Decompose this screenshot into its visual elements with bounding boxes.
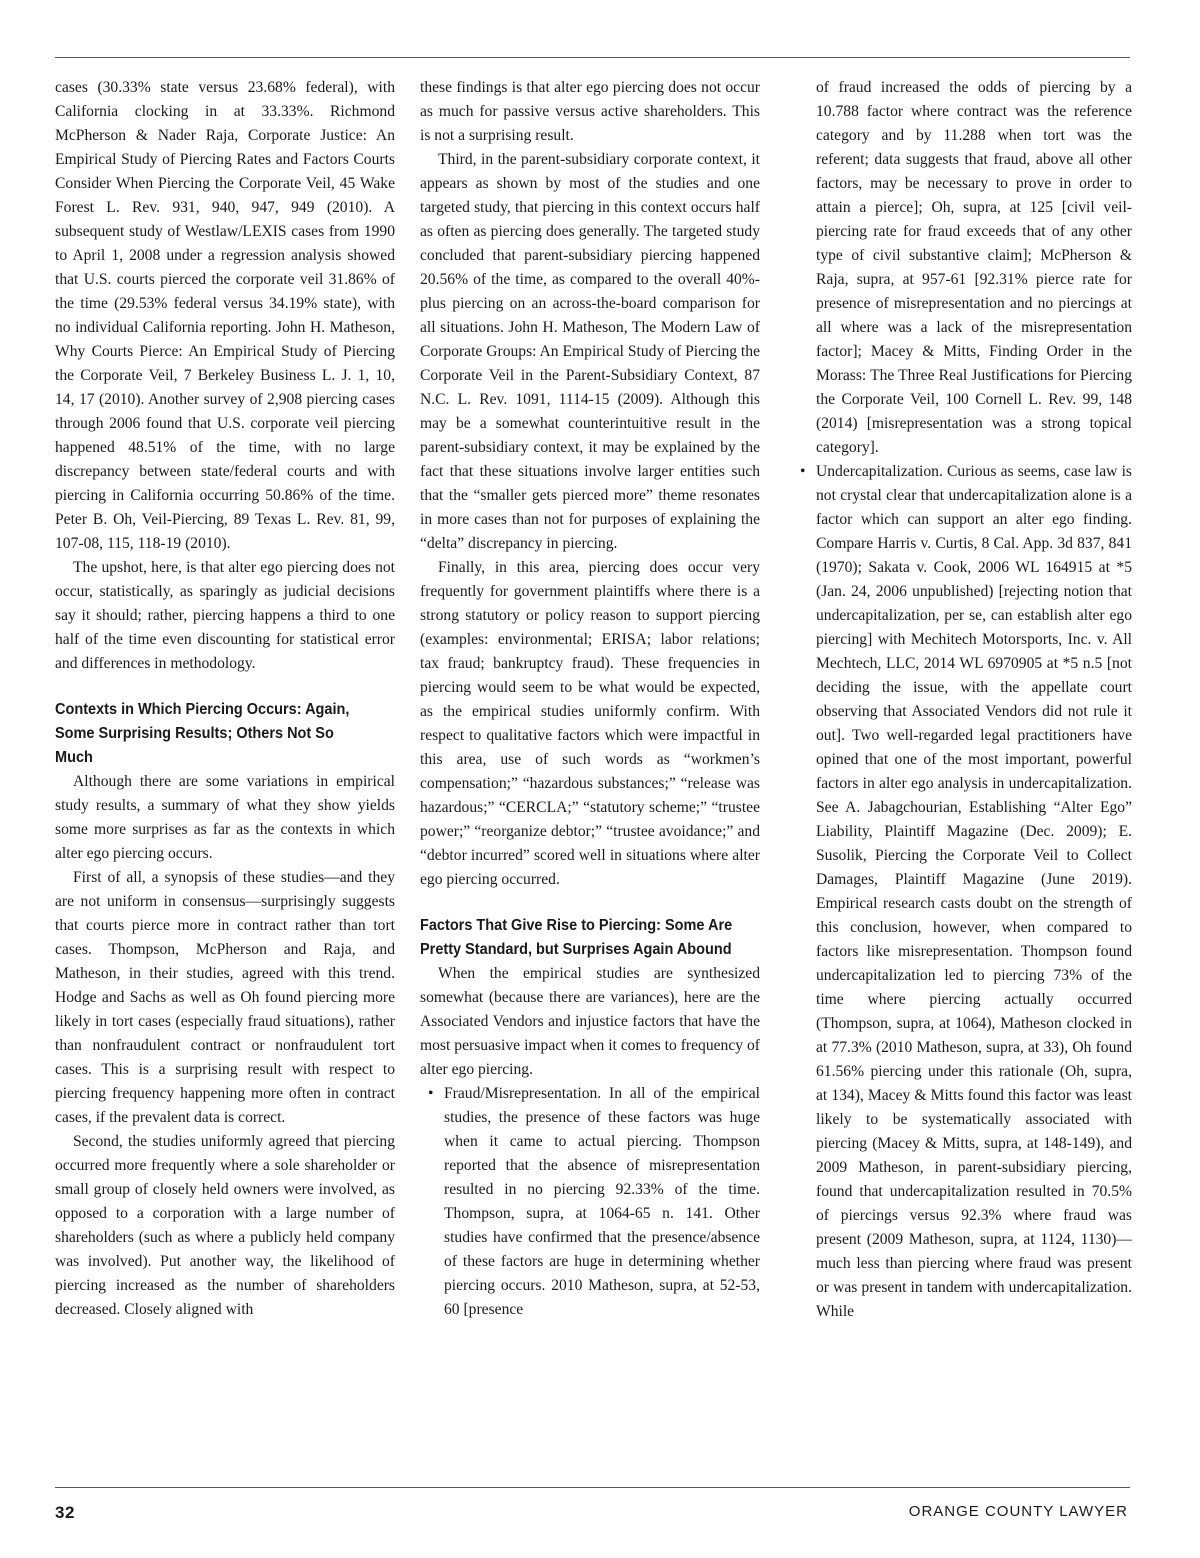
bullet-continuation: of fraud increased the odds of piercing by a 10.788 factor where contract was the reference category and by 11.288 when tort was the referent; data suggests that fraud, above all other factors, may be necessary to prove in order to attain a pierce]; Oh, supra, at 125 [civil veil-piercing rate for fraud exceeds that of any other type of civil substantive claim]; McPherson & Raja, supra, at 957-61 [92.31% pierce rate for presence of misrepresentation and no piercings at all where was a lack of the misrepresentation factor]; Macey & Mitts, Finding Order in the Morass: The Three Real Justifications for Piercing the Corporate Veil, 100 Cornell L. Rev. 99, 148 (2014) [misrepresentation was a strong topical category]. xyxy=(816,79,1132,456)
bullet-undercapitalization: • Undercapitalization. Curious as seems, case law is not crystal clear that undercapitalization alone is a factor which can support an alter ego finding. Compare Harris v. Curtis, 8 Cal. App. 3d 837, 841 (1970); Sakata v. Cook, 2006 WL 164915 at *5 (Jan. 24, 2006 unpublished) [rejecting notion that undercapitalization, per se, can establish alter ego piercing] with Mechitech Motorsports, Inc. v. All Mechtech, LLC, 2014 WL 6970905 at *5 n.5 [not deciding the issue, with the appellate court observing that Associated Vendors did not rule it out]. Two well-regarded legal practitioners have opined that one of the most important, powerful factors in alter ego analysis in undercapitalization. See A. Jabagchourian, Establishing “Alter Ego” Liability, Plaintiff Magazine (Dec. 2009); E. Susolik, Piercing the Corporate Veil to Collect Damages, Plaintiff Magazine (June 2019). Empirical research casts doubt on the strength of this conclusion, however, when compared to factors like misrepresentation. Thompson found undercapitalization led to piercing 73% of the time where piercing actually occurred (Thompson, supra, at 1064), Matheson clocked in at 77.3% (2010 Matheson, supra, at 33), Oh found 61.56% piercing under this rationale (Oh, supra, at 134), Macey & Mitts found this factor was least likely to be systematically associated with piercing (Macey & Mitts, supra, at 148-149), and 2009 Matheson, in parent-subsidiary piercing, found that undercapitalization resulted in 70.5% of piercings versus 92.3% where fraud was present (2009 Matheson, supra, at 1124, 1130)—much less than piercing where fraud was present or was present in tandem with undercapitalization. While xyxy=(792,460,1132,1324)
bullet-list xyxy=(792,460,1132,1324)
section-heading-contexts: Contexts in Which Piercing Occurs: Again, Some Surprising Results; Others Not So Much xyxy=(55,701,350,766)
paragraph: The upshot, here, is that alter ego piercing does not occur, statistically, as sparingly as judicial decisions say it should; rather, piercing happens a third to one half of the time even discounting for statistical error and differences in methodology. xyxy=(55,559,395,672)
paragraph: Although there are some variations in empirical study results, a summary of what they show yields some more surprises as far as the contexts in which alter ego piercing occurs. xyxy=(55,773,395,862)
top-rule xyxy=(55,57,1130,58)
paragraph: cases (30.33% state versus 23.68% federal), with California clocking in at 33.33%. Richmond McPherson & Nader Raja, Corporate Justice: An Empirical Study of Piercing Rates and Factors Courts Consider When Piercing the Corporate Veil, 45 Wake Forest L. Rev. 931, 940, 947, 949 (2010). A subsequent study of Westlaw/LEXIS cases from 1990 to April 1, 2008 under a regression analysis showed that U.S. courts pierced the corporate veil 31.86% of the time (29.53% federal versus 34.19% state), with no individual California reporting. John H. Matheson, Why Courts Pierce: An Empirical Study of Piercing the Corporate Veil, 7 Berkeley Business L. J. 1, 10, 14, 17 (2010). Another survey of 2,908 piercing cases through 2006 found that U.S. corporate veil piercing happened 48.51% of the time, with no large discrepancy between state/federal courts and with piercing in California occurring 50.86% of the time. Peter B. Oh, Veil-Piercing, 89 Texas L. Rev. 81, 99, 107-08, 115, 118-19 (2010). xyxy=(55,79,395,552)
paragraph: Finally, in this area, piercing does occur very frequently for government plaintiffs where there is a strong statutory or policy reason to support piercing (examples: environmental; ERISA; labor relations; tax fraud; bankruptcy fraud). These frequencies in piercing would seem to be what would be expected, as the empirical studies uniformly confirm. With respect to qualitative factors which were impactful in this area, use of such words as “workmen’s compensation;” “hazardous substances;” “release was hazardous;” “CERCLA;” “statutory scheme;” “trustee power;” “reorganize debtor;” “trustee avoidance;” and “debtor incurred” scored well in situations where alter ego piercing occurred. xyxy=(420,559,760,888)
column-3 xyxy=(792,76,1132,1324)
column-1 xyxy=(55,76,395,1322)
paragraph: Second, the studies uniformly agreed that piercing occurred more frequently where a sole shareholder or small group of closely held owners were involved, as opposed to a corporation with a large number of shareholders (such as where a publicly held company was involved). Put another way, the likelihood of piercing increased as the number of shareholders decreased. Closely aligned with xyxy=(55,1133,395,1318)
paragraph: these findings is that alter ego piercing does not occur as much for passive versus active shareholders. This is not a surprising result. xyxy=(420,79,760,144)
bullet-list xyxy=(420,1082,760,1322)
paragraph: Third, in the parent-subsidiary corporate context, it appears as shown by most of the studies and one targeted study, that piercing in this context occurs half as often as piercing does generally. The targeted study concluded that parent-subsidiary piercing happened 20.56% of the time, as compared to the overall 40%-plus piercing on an across-the-board comparison for all situations. John H. Matheson, The Modern Law of Corporate Groups: An Empirical Study of Piercing the Corporate Veil in the Parent-Subsidiary Context, 87 N.C. L. Rev. 1091, 1114-15 (2009). Although this may be a somewhat counterintuitive result in the parent-subsidiary context, it may be explained by the fact that these situations involve larger entities such that the “smaller gets pierced more” theme resonates in more cases than not for purposes of explaining the “delta” discrepancy in piercing. xyxy=(420,151,760,552)
publication-name: ORANGE COUNTY LAWYER xyxy=(908,1503,1128,1520)
column-2 xyxy=(420,76,760,1322)
bottom-rule xyxy=(55,1487,1130,1488)
section-heading-factors: Factors That Give Rise to Piercing: Some Are Pretty Standard, but Surprises Again Abound xyxy=(420,917,733,958)
paragraph: When the empirical studies are synthesized somewhat (because there are variances), here are the Associated Vendors and injustice factors that have the most persuasive impact when it comes to frequency of alter ego piercing. xyxy=(420,965,760,1078)
page-number: 32 xyxy=(55,1503,75,1522)
bullet-fraud-misrepresentation: • Fraud/Misrepresentation. In all of the empirical studies, the presence of these factors was huge when it came to actual piercing. Thompson reported that the absence of misrepresentation resulted in no piercing 92.33% of the time. Thompson, supra, at 1064-65 n. 141. Other studies have confirmed that the presence/absence of these factors are huge in determining whether piercing occurs. 2010 Matheson, supra, at 52-53, 60 [presence xyxy=(420,1082,760,1322)
paragraph: First of all, a synopsis of these studies—and they are not uniform in consensus—surprisingly suggests that courts pierce more in contract rather than tort cases. Thompson, McPherson and Raja, and Matheson, in their studies, agreed with this trend. Hodge and Sachs as well as Oh found piercing more likely in tort cases (especially fraud situations), rather than nonfraudulent contract or nonfraudulent tort cases. This is a surprising result with respect to piercing frequency happening more often in contract cases, if the prevalent data is correct. xyxy=(55,869,395,1126)
